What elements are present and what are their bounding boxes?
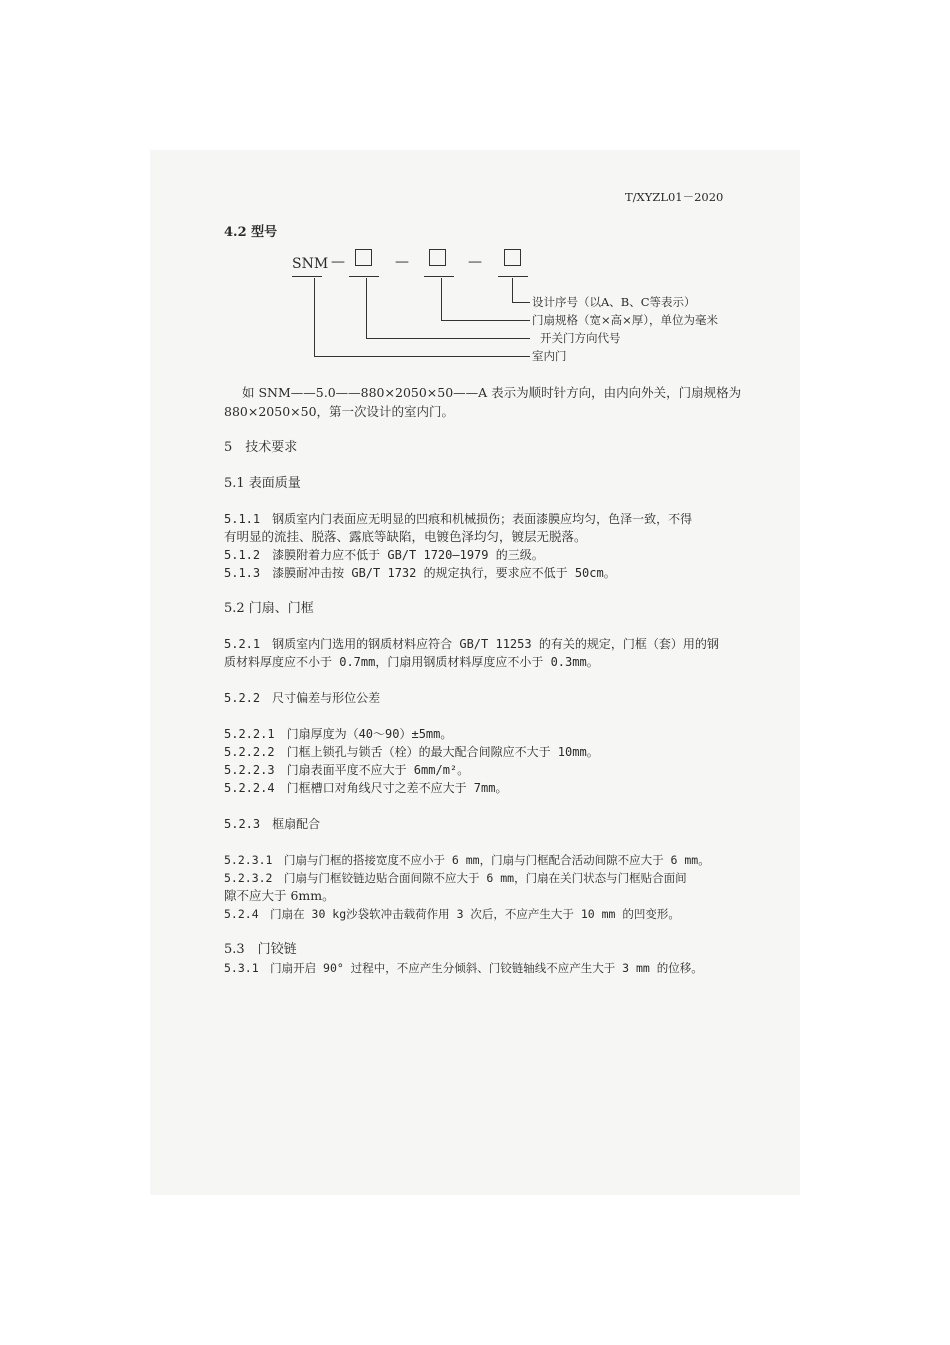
para-5-2-2-4: 5.2.2.4 门框槽口对角线尺寸之差不应大于 7mm。	[224, 781, 508, 795]
model-code-box-size	[429, 249, 446, 266]
underline-box-2	[424, 276, 454, 277]
section-5-2-title: 5.2 门扇、门框	[224, 601, 314, 616]
para-5-2-3-2-line-2: 隙不应大于 6mm。	[224, 888, 335, 903]
label-indoor-door: 室内门	[532, 349, 567, 363]
section-5-2-3-title: 5.2.3 框扇配合	[224, 817, 321, 831]
model-example-line-2: 880×2050×50，第一次设计的室内门。	[224, 404, 455, 419]
para-5-2-1-line-1: 5.2.1 钢质室内门选用的钢质材料应符合 GB/T 11253 的有关的规定，门框（套）用的钢	[224, 637, 719, 651]
leader-size-h	[441, 320, 530, 321]
model-dash-3: —	[468, 254, 482, 270]
leader-direction-v	[366, 278, 367, 339]
document-code: T/XYZL01－2020	[625, 190, 724, 204]
para-5-3-1: 5.3.1 门扇开启 90° 过程中，不应产生分倾斜、门铰链轴线不应产生大于 3 mm 的位移。	[224, 961, 703, 975]
para-5-2-3-1: 5.2.3.1 门扇与门框的搭接宽度不应小于 6 mm，门扇与门框配合活动间隙不应大于 6 mm。	[224, 853, 710, 867]
section-5-1-title: 5.1 表面质量	[224, 476, 301, 491]
section-4-2-heading: 4.2 型号	[224, 225, 278, 240]
para-5-2-4: 5.2.4 门扇在 30 kg沙袋软冲击载荷作用 3 次后，不应产生大于 10 mm 的凹变形。	[224, 907, 680, 921]
document-page	[150, 150, 800, 1195]
label-direction: 开关门方向代号	[540, 331, 621, 345]
model-code-box-serial	[504, 249, 521, 266]
label-size: 门扇规格（宽×高×厚），单位为毫米	[532, 313, 719, 327]
para-5-1-1-line-1: 5.1.1 钢质室内门表面应无明显的凹痕和机械损伤；表面漆膜应均匀，色泽一致，不得	[224, 512, 693, 526]
underline-box-1	[349, 276, 379, 277]
para-5-1-3: 5.1.3 漆膜耐冲击按 GB/T 1732 的规定执行，要求应不低于 50cm。	[224, 566, 616, 580]
leader-door-v	[314, 278, 315, 357]
leader-door-h	[314, 356, 530, 357]
para-5-1-2: 5.1.2 漆膜附着力应不低于 GB/T 1720—1979 的三级。	[224, 548, 544, 562]
model-prefix: SNM	[292, 256, 329, 272]
para-5-2-2-2: 5.2.2.2 门框上锁孔与锁舌（栓）的最大配合间隙应不大于 10mm。	[224, 745, 599, 759]
underline-prefix	[292, 276, 322, 277]
leader-size-v	[441, 278, 442, 321]
para-5-2-1-line-2: 质材料厚度应不小于 0.7mm，门扇用钢质材料厚度应不小于 0.3mm。	[224, 655, 599, 669]
underline-box-3	[498, 276, 528, 277]
leader-serial-v	[512, 278, 513, 303]
section-5-2-2-title: 5.2.2 尺寸偏差与形位公差	[224, 691, 381, 705]
para-5-1-1-line-2: 有明显的流挂、脱落、露底等缺陷，电镀色泽均匀，镀层无脱落。	[224, 529, 587, 544]
section-5-title: 5 技术要求	[224, 440, 298, 455]
leader-serial-h	[512, 302, 530, 303]
model-code-box-direction	[355, 249, 372, 266]
model-dash-1: —	[331, 254, 345, 270]
label-serial: 设计序号（以A、B、C等表示）	[532, 295, 696, 309]
section-5-3-title: 5.3 门铰链	[224, 942, 297, 957]
para-5-2-2-3: 5.2.2.3 门扇表面平度不应大于 6mm/m²。	[224, 763, 470, 777]
para-5-2-3-2-line-1: 5.2.3.2 门扇与门框铰链边贴合面间隙不应大于 6 mm，门扇在关门状态与门框贴合面间	[224, 871, 687, 885]
leader-direction-h	[366, 338, 530, 339]
model-example-line-1: 如 SNM——5.0——880×2050×50——A 表示为顺时针方向，由内向外关，门扇规格为	[242, 385, 742, 400]
model-dash-2: —	[395, 254, 409, 270]
para-5-2-2-1: 5.2.2.1 门扇厚度为（40～90）±5mm。	[224, 727, 453, 741]
